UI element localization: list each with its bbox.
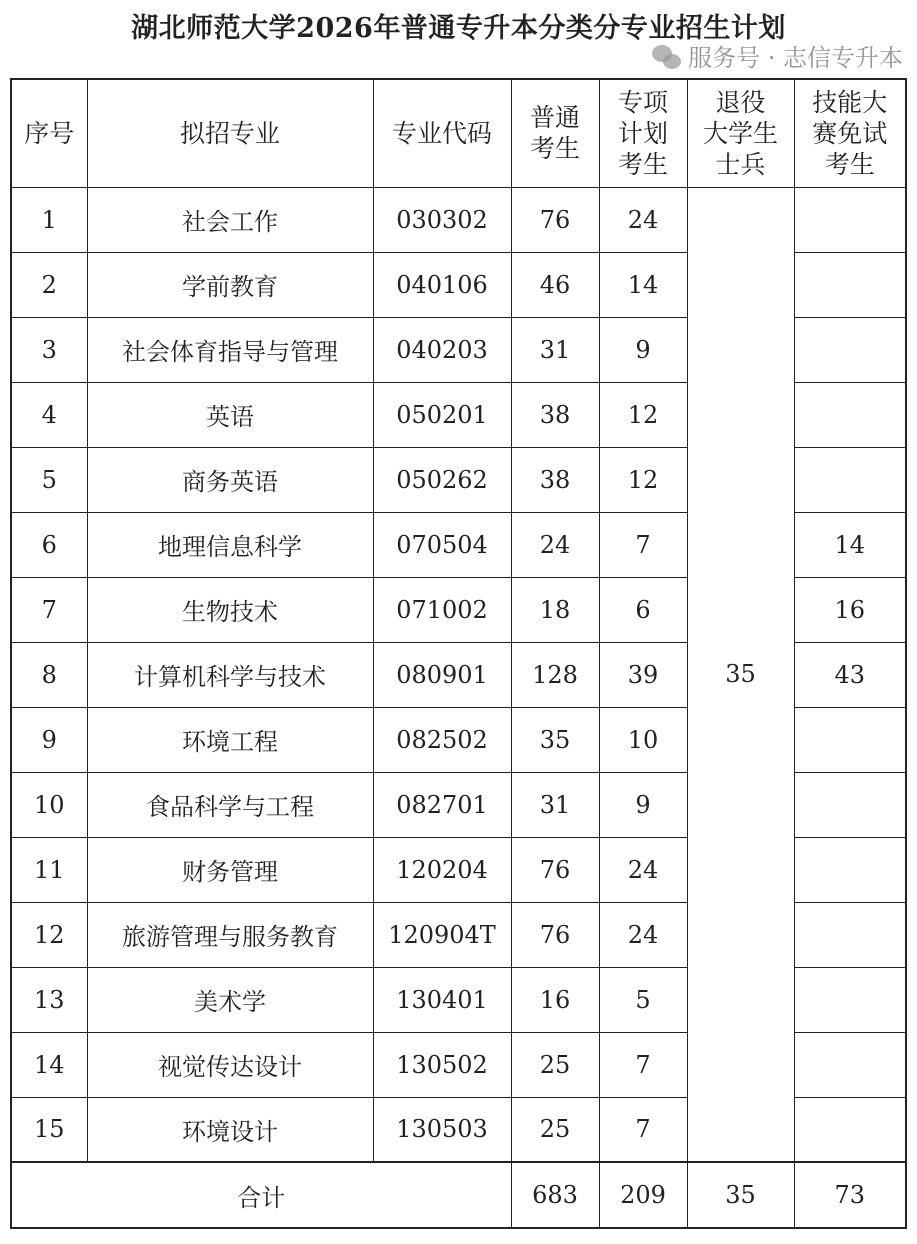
- cell-code: 040203: [373, 317, 511, 382]
- cell-code: 071002: [373, 577, 511, 642]
- cell-veteran-merged: 35: [687, 187, 794, 1162]
- header-special: [599, 79, 687, 187]
- cell-code: 130502: [373, 1032, 511, 1097]
- cell-general: 35: [511, 707, 599, 772]
- cell-skill: 16: [794, 577, 906, 642]
- total-veteran: 35: [687, 1162, 794, 1228]
- cell-no: 6: [11, 512, 87, 577]
- total-label: 合计: [11, 1162, 511, 1228]
- cell-skill: [794, 1097, 906, 1162]
- cell-code: 130401: [373, 967, 511, 1032]
- cell-major: 社会体育指导与管理: [87, 317, 373, 382]
- cell-code: 120904T: [373, 902, 511, 967]
- cell-no: 15: [11, 1097, 87, 1162]
- cell-no: 10: [11, 772, 87, 837]
- header-skill: [794, 79, 906, 187]
- cell-code: 030302: [373, 187, 511, 252]
- cell-general: 38: [511, 382, 599, 447]
- cell-skill: [794, 902, 906, 967]
- cell-special: 6: [599, 577, 687, 642]
- header-line: 退役: [715, 87, 766, 117]
- cell-code: 130503: [373, 1097, 511, 1162]
- cell-general: 31: [511, 772, 599, 837]
- cell-major: 社会工作: [87, 187, 373, 252]
- cell-no: 12: [11, 902, 87, 967]
- cell-major: 学前教育: [87, 252, 373, 317]
- cell-special: 24: [599, 837, 687, 902]
- cell-no: 3: [11, 317, 87, 382]
- header-veteran: [687, 79, 794, 187]
- cell-code: 050201: [373, 382, 511, 447]
- cell-special: 24: [599, 902, 687, 967]
- cell-major: 视觉传达设计: [87, 1032, 373, 1097]
- cell-special: 12: [599, 382, 687, 447]
- header-line: 士兵: [715, 149, 766, 179]
- cell-code: 082701: [373, 772, 511, 837]
- header-major: 拟招专业: [87, 79, 373, 187]
- cell-major: 英语: [87, 382, 373, 447]
- cell-major: 旅游管理与服务教育: [87, 902, 373, 967]
- cell-special: 14: [599, 252, 687, 317]
- cell-major: 环境工程: [87, 707, 373, 772]
- total-row: [11, 1162, 906, 1228]
- cell-major: 生物技术: [87, 577, 373, 642]
- header-row: [11, 79, 906, 187]
- header-line: 技能大: [812, 87, 888, 117]
- cell-skill: [794, 772, 906, 837]
- cell-special: 7: [599, 1032, 687, 1097]
- wechat-icon: [652, 45, 682, 71]
- cell-major: 财务管理: [87, 837, 373, 902]
- cell-major: 地理信息科学: [87, 512, 373, 577]
- cell-major: 食品科学与工程: [87, 772, 373, 837]
- cell-general: 38: [511, 447, 599, 512]
- cell-no: 9: [11, 707, 87, 772]
- cell-general: 76: [511, 837, 599, 902]
- cell-code: 082502: [373, 707, 511, 772]
- total-skill: 73: [794, 1162, 906, 1228]
- cell-general: 76: [511, 902, 599, 967]
- cell-special: 7: [599, 512, 687, 577]
- watermark: [652, 43, 903, 73]
- cell-no: 4: [11, 382, 87, 447]
- watermark-text: 服务号 · 志信专升本: [688, 44, 903, 72]
- table-row: [11, 187, 906, 252]
- cell-general: 46: [511, 252, 599, 317]
- cell-code: 070504: [373, 512, 511, 577]
- cell-no: 5: [11, 447, 87, 512]
- cell-code: 050262: [373, 447, 511, 512]
- cell-general: 31: [511, 317, 599, 382]
- cell-skill: [794, 707, 906, 772]
- enrollment-plan-table: [10, 78, 907, 1229]
- cell-special: 7: [599, 1097, 687, 1162]
- cell-general: 128: [511, 642, 599, 707]
- cell-no: 14: [11, 1032, 87, 1097]
- cell-special: 9: [599, 317, 687, 382]
- cell-skill: [794, 837, 906, 902]
- cell-no: 11: [11, 837, 87, 902]
- cell-special: 9: [599, 772, 687, 837]
- cell-special: 24: [599, 187, 687, 252]
- cell-no: 13: [11, 967, 87, 1032]
- cell-major: 环境设计: [87, 1097, 373, 1162]
- cell-skill: [794, 967, 906, 1032]
- cell-code: 040106: [373, 252, 511, 317]
- cell-major: 计算机科学与技术: [87, 642, 373, 707]
- cell-no: 1: [11, 187, 87, 252]
- header-line: 专项: [617, 87, 668, 117]
- cell-skill: 43: [794, 642, 906, 707]
- cell-skill: [794, 1032, 906, 1097]
- cell-skill: [794, 447, 906, 512]
- cell-no: 2: [11, 252, 87, 317]
- cell-skill: [794, 252, 906, 317]
- header-line: 考生: [617, 149, 668, 179]
- header-line: 大学生: [702, 118, 778, 148]
- cell-no: 7: [11, 577, 87, 642]
- cell-general: 24: [511, 512, 599, 577]
- total-general: 683: [511, 1162, 599, 1228]
- header-code: 专业代码: [373, 79, 511, 187]
- cell-skill: [794, 187, 906, 252]
- cell-general: 25: [511, 1097, 599, 1162]
- cell-general: 16: [511, 967, 599, 1032]
- header-line: 计划: [617, 118, 668, 148]
- header-no: 序号: [11, 79, 87, 187]
- cell-general: 18: [511, 577, 599, 642]
- cell-general: 76: [511, 187, 599, 252]
- total-special: 209: [599, 1162, 687, 1228]
- header-general-text: 普通考生: [529, 103, 580, 164]
- cell-special: 12: [599, 447, 687, 512]
- header-line: 考生: [824, 149, 875, 179]
- cell-major: 美术学: [87, 967, 373, 1032]
- cell-major: 商务英语: [87, 447, 373, 512]
- cell-code: 080901: [373, 642, 511, 707]
- cell-general: 25: [511, 1032, 599, 1097]
- cell-skill: 14: [794, 512, 906, 577]
- cell-special: 10: [599, 707, 687, 772]
- cell-skill: [794, 317, 906, 382]
- cell-code: 120204: [373, 837, 511, 902]
- cell-no: 8: [11, 642, 87, 707]
- page-title: 湖北师范大学2026年普通专升本分类分专业招生计划: [131, 13, 786, 44]
- cell-special: 5: [599, 967, 687, 1032]
- header-line: 赛免试: [812, 118, 888, 148]
- cell-skill: [794, 382, 906, 447]
- header-general: [511, 79, 599, 187]
- cell-special: 39: [599, 642, 687, 707]
